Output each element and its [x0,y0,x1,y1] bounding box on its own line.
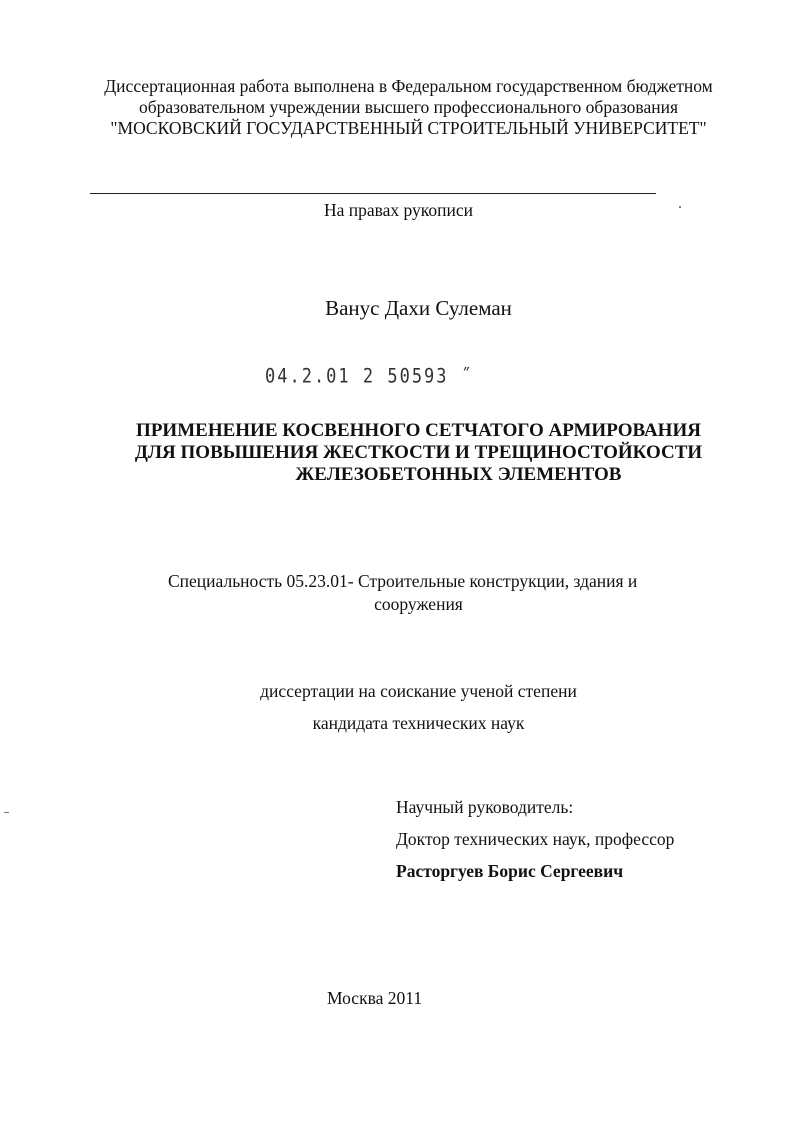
specialty-line-2: сооружения [374,594,463,614]
degree-line-2: кандидата технических наук [312,713,525,733]
supervisor-name: Расторгуев Борис Сергеевич [396,861,624,881]
institution-line-2: образовательном учреждении высшего профессионального образования [139,97,678,117]
dissertation-title [0,420,797,486]
institution-line-3: "МОСКОВСКИЙ ГОСУДАРСТВЕННЫЙ СТРОИТЕЛЬНЫЙ УНИВЕРСИТЕТ" [110,118,707,138]
specialty-line-1: Специальность 05.23.01- Строительные конструкции, здания и [168,571,638,591]
author-name: Ванус Дахи Сулеман [325,296,512,320]
institution-block [40,76,777,139]
degree-line-1: диссертации на соискание ученой степени [260,681,577,701]
title-line-2: ДЛЯ ПОВЫШЕНИЯ ЖЕСТКОСТИ И ТРЕЩИНОСТОЙКОСТИ [134,442,703,463]
place-year: Москва 2011 [327,988,423,1008]
horizontal-rule [90,193,656,194]
library-stamp: 04.2.01 2 50593 ˝ [265,365,473,388]
supervisor-label: Научный руководитель: [396,797,574,817]
rights-note: На правах рукописи [323,200,474,220]
scan-mark [4,812,9,813]
supervisor-credentials: Доктор технических наук, профессор [396,829,675,849]
title-line-3: ЖЕЛЕЗОБЕТОННЫХ ЭЛЕМЕНТОВ [295,464,622,485]
institution-line-1: Диссертационная работа выполнена в Федеральном государственном бюджетном [104,76,713,96]
title-line-1: ПРИМЕНЕНИЕ КОСВЕННОГО СЕТЧАТОГО АРМИРОВАНИЯ [136,420,701,441]
